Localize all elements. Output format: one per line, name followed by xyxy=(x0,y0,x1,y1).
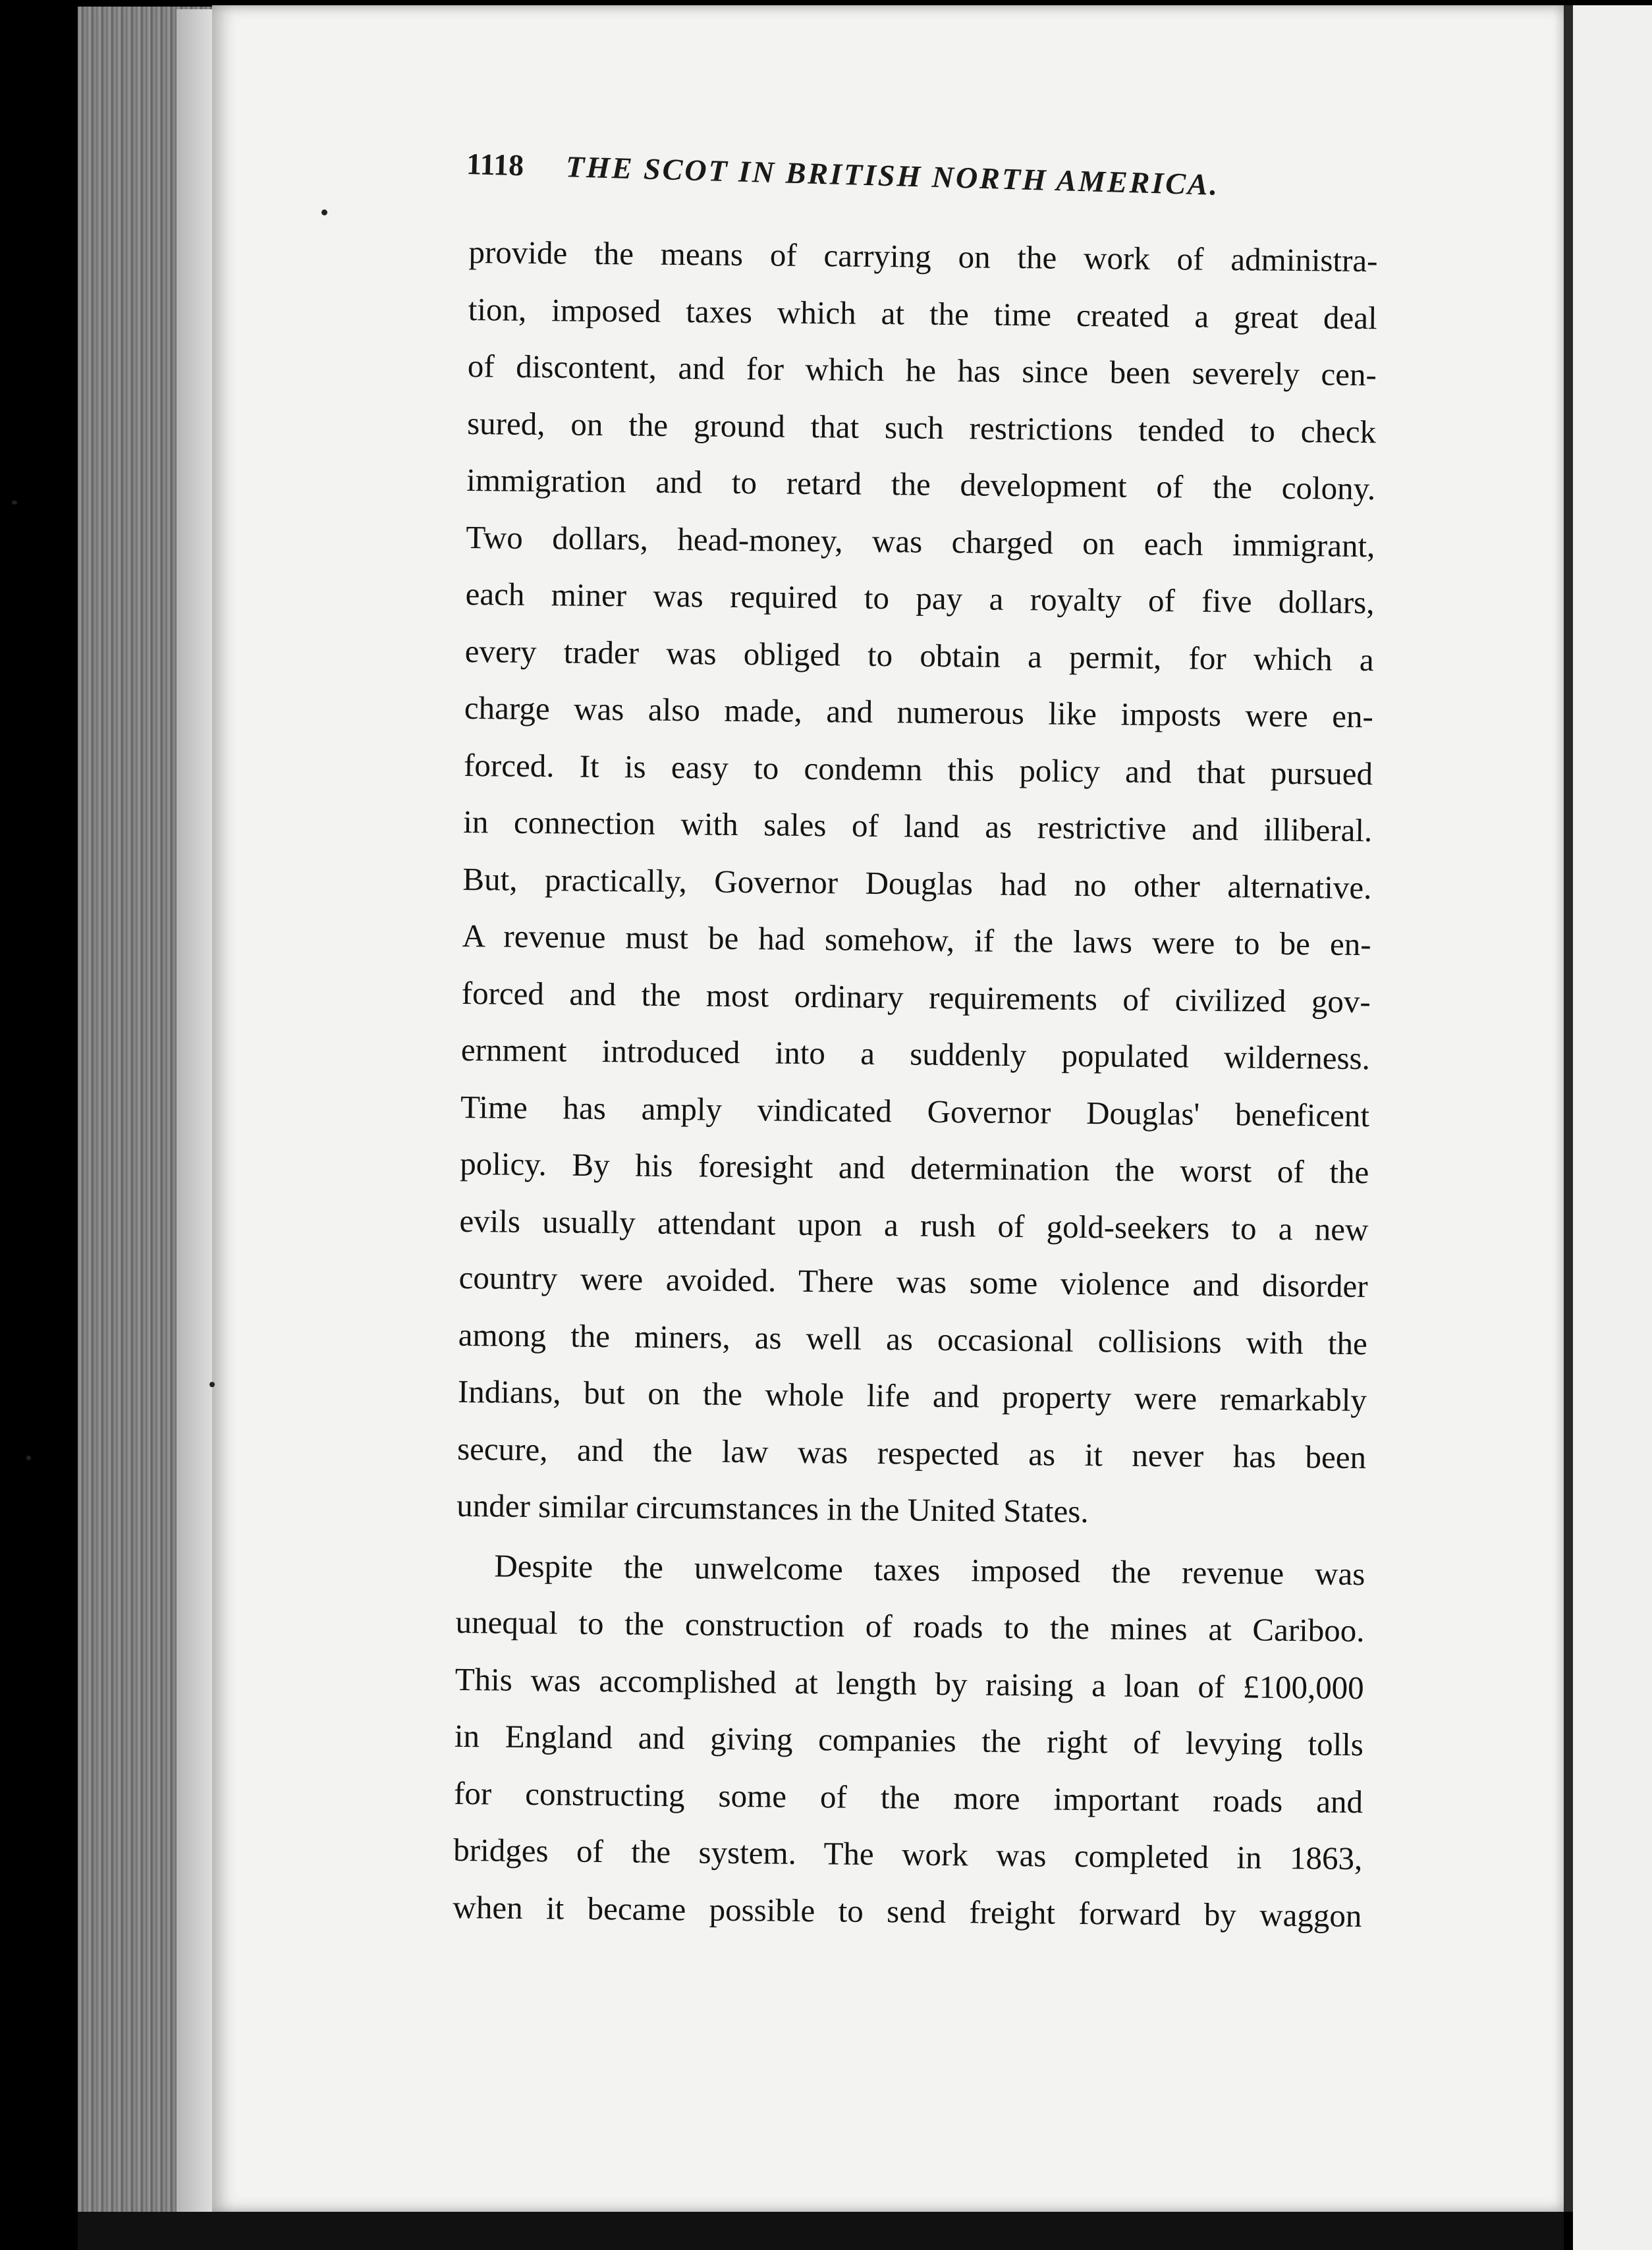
ink-speck xyxy=(12,501,17,505)
text-line: evils usually attendant upon a rush of gold-seekers to a new xyxy=(459,1202,1369,1248)
bottom-shadow xyxy=(78,2212,1564,2250)
paragraph xyxy=(453,1537,1365,1944)
body-text xyxy=(453,224,1378,1944)
text-line: Two dollars, head-money, was charged on each immigrant, xyxy=(466,518,1375,564)
text-line: But, practically, Governor Douglas had no other alternative. xyxy=(462,860,1372,906)
text-line: every trader was obliged to obtain a permit, for which a xyxy=(464,632,1374,678)
ink-speck xyxy=(26,1456,31,1460)
text-line: unequal to the construction of roads to the mines at Cariboo. xyxy=(455,1603,1365,1649)
text-line: Indians, but on the whole life and property were remarkably xyxy=(457,1373,1367,1419)
text-line: Despite the unwelcome taxes imposed the revenue was xyxy=(494,1547,1365,1592)
text-line: forced. It is easy to condemn this policy and that pursued xyxy=(463,746,1373,792)
text-line: sured, on the ground that such restrictions tended to check xyxy=(466,404,1377,450)
book-gutter xyxy=(1564,5,1573,2212)
text-line: forced and the most ordinary requirements of civilized gov- xyxy=(461,974,1371,1020)
text-line: immigration and to retard the development of the colony. xyxy=(466,461,1376,507)
text-line: when it became possible to send freight forward by waggon xyxy=(453,1888,1362,1934)
page-edge-highlight xyxy=(177,9,216,2216)
running-title: THE SCOT IN BRITISH NORTH AMERICA. xyxy=(565,150,1220,202)
ink-speck xyxy=(321,209,327,215)
text-line: in England and giving companies the right of levying tolls xyxy=(454,1717,1364,1763)
text-line: tion, imposed taxes which at the time created a great deal xyxy=(468,290,1377,336)
text-line: under similar circumstances in the United States. xyxy=(456,1487,1089,1530)
text-line: bridges of the system. The work was completed in 1863, xyxy=(453,1831,1363,1877)
text-line: for constructing some of the more important roads and xyxy=(453,1774,1363,1820)
text-line: in connection with sales of land as restrictive and illiberal. xyxy=(463,803,1373,849)
page-number: 1118 xyxy=(466,147,524,182)
text-line: of discontent, and for which he has since been severely cen- xyxy=(467,347,1377,393)
facing-page-edge xyxy=(1573,5,1652,2250)
text-line: each miner was required to pay a royalty of five dollars, xyxy=(465,575,1375,621)
text-line: charge was also made, and numerous like imposts were en- xyxy=(464,689,1374,735)
text-line: among the miners, as well as occasional collisions with the xyxy=(458,1316,1368,1361)
text-line: This was accomplished at length by raising a loan of £100,000 xyxy=(454,1660,1364,1706)
text-line: policy. By his foresight and determination the worst of the xyxy=(460,1145,1369,1191)
paragraph xyxy=(456,224,1378,1543)
text-line: A revenue must be had somehow, if the laws were to be en- xyxy=(462,917,1371,963)
text-line: country were avoided. There was some violence and disorder xyxy=(458,1259,1368,1305)
text-line: secure, and the law was respected as it never has been xyxy=(456,1430,1367,1475)
text-line: provide the means of carrying on the work of administra- xyxy=(468,233,1378,279)
ink-speck xyxy=(209,1382,215,1387)
text-line: ernment introduced into a suddenly populated wilderness. xyxy=(460,1031,1371,1077)
text-line: Time has amply vindicated Governor Douglas' beneficent xyxy=(460,1088,1370,1134)
